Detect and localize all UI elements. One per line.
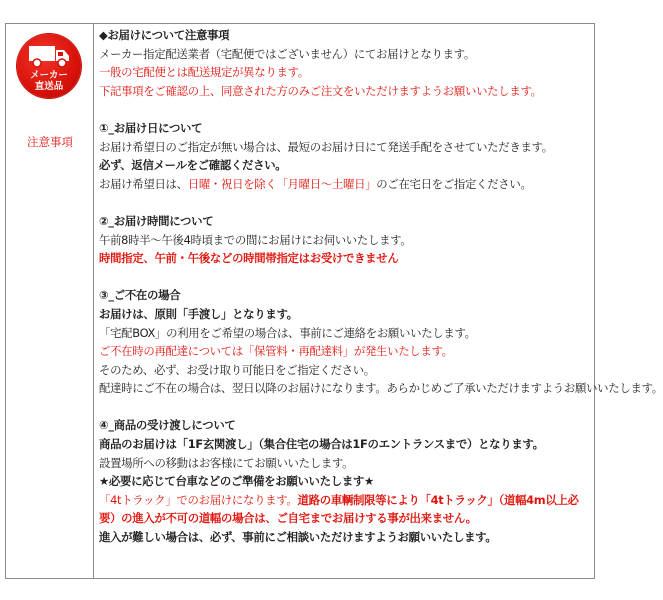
notice-line: 一般の宅配便とは配送規定が異なります。 [99,65,309,80]
notice-line: 進入が難しい場合は、必ず、事前にご相談いただけますようお願いいたします。 [99,530,497,545]
notice-line: 商品のお届けは「1F玄関渡し」（集合住宅の場合は1Fのエントランスまで）となります。 [99,437,544,452]
notice-line: 下記事項をご確認の上、同意された方のみご注文をいただけますようお願いいたします。 [99,83,542,98]
notice-label: 注意事項 [27,135,73,149]
section-heading: ①_お届け日について [99,120,203,135]
notice-line: 必ず、返信メールをご確認ください。 [99,158,287,173]
delivery-truck-icon [27,43,71,69]
notice-line: そのため、必ず、お受け取り可能日をご指定ください。 [99,362,375,377]
notice-line: 「宅配BOX」の利用をご希望の場合は、事前にご連絡をお願いいたします。 [99,325,476,340]
notice-line: お届けは、原則「手渡し」となります。 [99,306,298,321]
notice-text: のご在宅日をご指定ください。 [376,176,532,191]
notice-line: メーカー指定配送業者（宅配便ではございません）にてお届けとなります。 [99,46,475,61]
notice-text-highlight: 道路の車輌制限等により「4tトラック」（道幅4m以上必 [297,492,579,507]
notice-content [99,26,663,547]
section-heading: ④_商品の受け渡しについて [99,418,236,433]
logo-text-direct: 直送品 [34,81,64,92]
notice-line: 時間指定、午前・午後などの時間帯指定はお受けできません [99,251,399,266]
notice-line: 設置場所への移動はお客様にてお願いいたします。 [99,455,354,470]
notice-line [99,491,590,510]
notice-line [99,175,590,194]
section-heading: ②_お届け時間について [99,213,214,228]
notice-sidebar [6,24,94,578]
maker-direct-logo [17,34,81,98]
section-heading: ③_ご不在の場合 [99,288,181,303]
notice-line: 午前8時半～午後4時頃までの間にお届けにお伺いいたします。 [99,232,412,247]
notice-line: 配達時にご不在の場合は、翌日以降のお届けになります。あらかじめご了承いただけますようお願いいたします。 [99,381,663,396]
logo-text-maker: メーカー [30,70,68,81]
notice-line: 要）の進入が不可の道幅の場合は、ご自宅までお届けする事が出来ません。 [99,511,477,526]
notice-line: ご不在時の再配達については「保管料・再配達料」が発生いたします。 [99,344,453,359]
notice-line: お届け希望日のご指定が無い場合は、最短のお届け日にて発送手配をさせていただきます。 [99,139,553,154]
notice-text: お届け希望日は、 [99,176,188,191]
notice-text-highlight: 日曜・祝日を除く「月曜日～土曜日」 [187,176,377,191]
section-heading: ◆お届けについて注意事項 [99,28,230,42]
notice-table [5,23,663,579]
notice-text-highlight: 「4tトラック」でのお届けになります。 [99,492,298,507]
notice-line: ★必要に応じて台車などのご準備をお願いいたします★ [99,474,374,489]
